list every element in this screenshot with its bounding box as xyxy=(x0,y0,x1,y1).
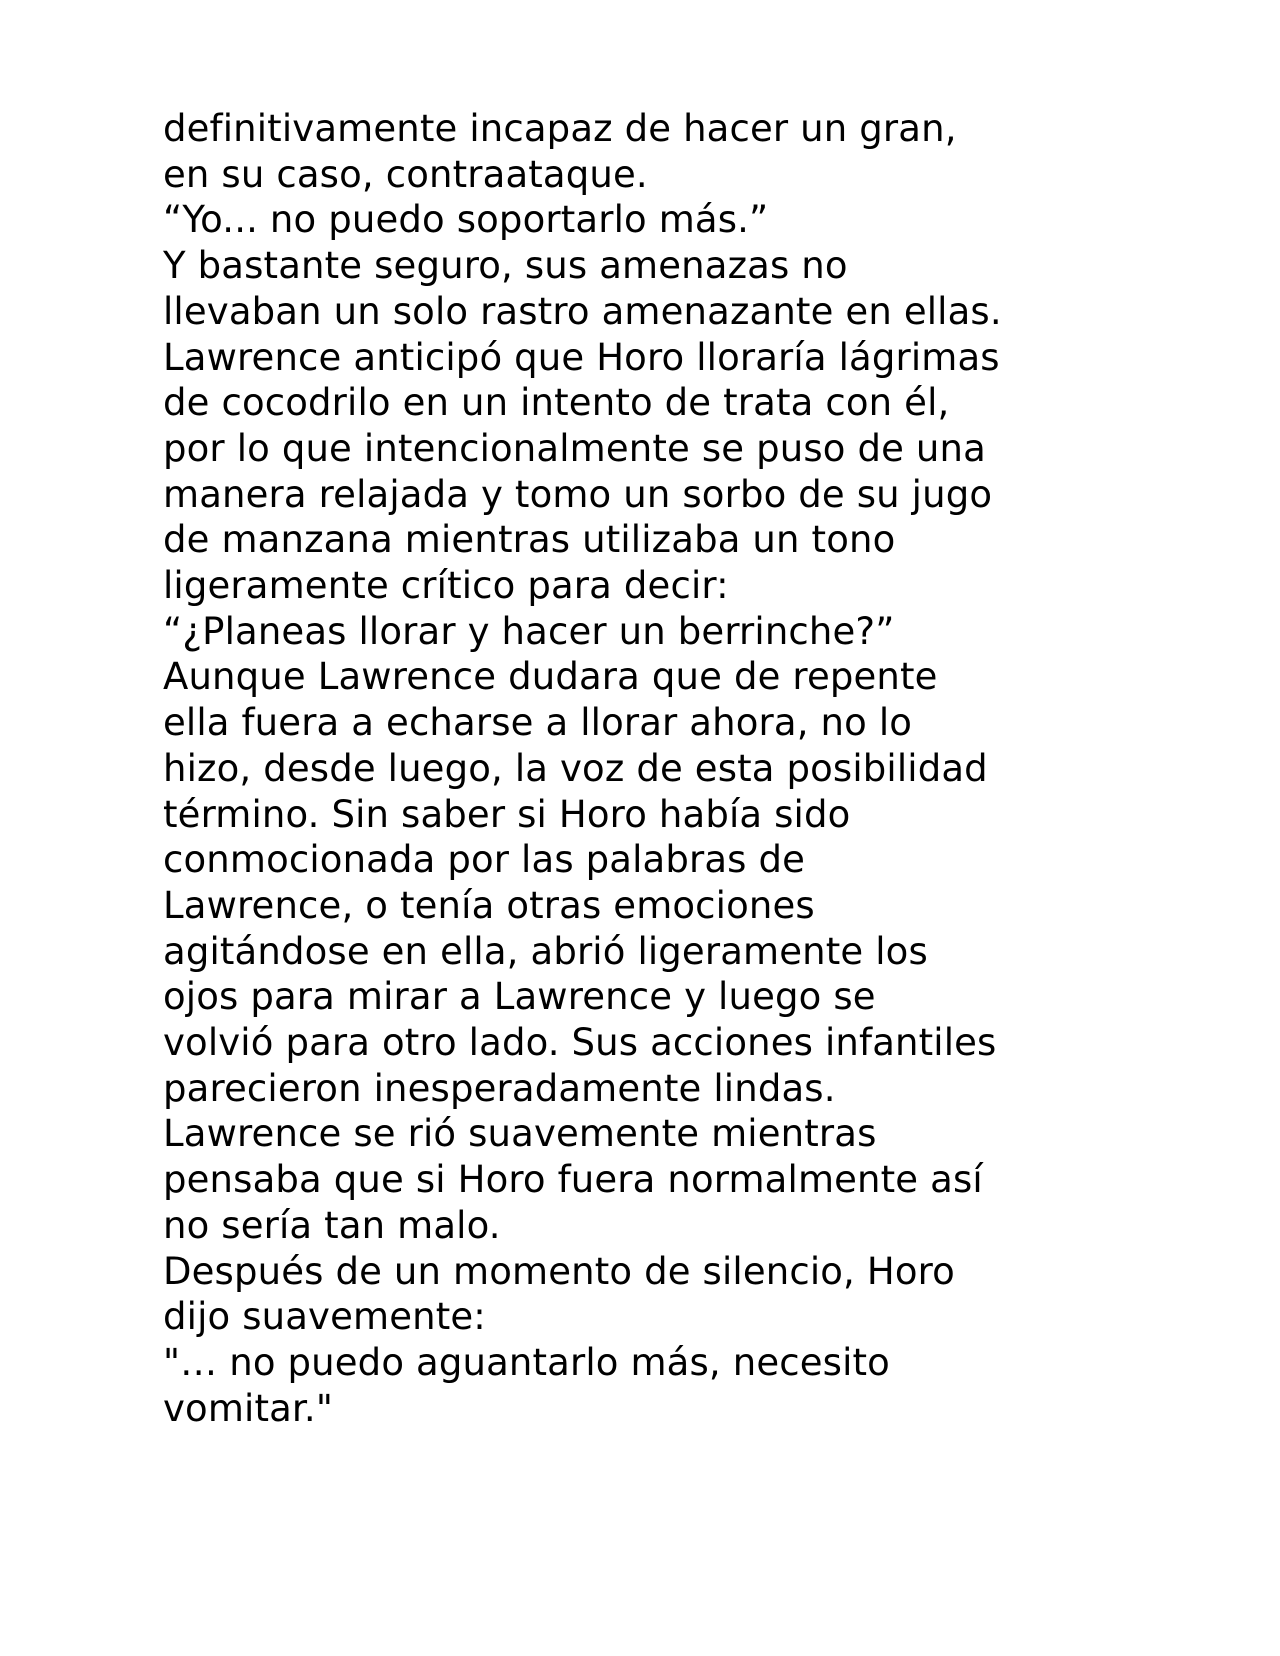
text-line: agitándose en ella, abrió ligeramente los xyxy=(163,929,928,973)
text-line: Lawrence, o tenía otras emociones xyxy=(163,883,815,927)
text-line: Lawrence anticipó que Horo lloraría lágrimas xyxy=(163,335,1000,379)
text-line: en su caso, contraataque. xyxy=(163,152,648,196)
text-line: término. Sin saber si Horo había sido xyxy=(163,792,851,836)
text-line: manera relajada y tomo un sorbo de su jugo xyxy=(163,472,993,516)
text-line: "… no puedo aguantarlo más, necesito xyxy=(163,1340,890,1384)
text-line: Lawrence se rió suavemente mientras xyxy=(163,1112,877,1156)
text-line: ella fuera a echarse a llorar ahora, no lo xyxy=(163,701,913,745)
text-line: Después de un momento de silencio, Horo xyxy=(163,1249,955,1293)
text-line: ligeramente crítico para decir: xyxy=(163,564,729,608)
text-line: ojos para mirar a Lawrence y luego se xyxy=(163,975,876,1019)
text-line: Y bastante seguro, sus amenazas no xyxy=(163,244,848,288)
text-line: parecieron inesperadamente lindas. xyxy=(163,1066,836,1110)
body-text xyxy=(163,106,1163,1431)
text-line: dijo suavemente: xyxy=(163,1295,486,1339)
text-line: de manzana mientras utilizaba un tono xyxy=(163,518,896,562)
text-line: volvió para otro lado. Sus acciones infantiles xyxy=(163,1021,997,1065)
text-line: no sería tan malo. xyxy=(163,1203,501,1247)
text-line: llevaban un solo rastro amenazante en ellas. xyxy=(163,289,1002,333)
text-line: por lo que intencionalmente se puso de una xyxy=(163,426,986,470)
text-line: hizo, desde luego, la voz de esta posibilidad xyxy=(163,746,988,790)
text-line: “¿Planeas llorar y hacer un berrinche?” xyxy=(163,609,895,653)
text-line: de cocodrilo en un intento de trata con él, xyxy=(163,381,950,425)
text-line: Aunque Lawrence dudara que de repente xyxy=(163,655,938,699)
text-line: definitivamente incapaz de hacer un gran, xyxy=(163,107,957,150)
text-line: “Yo... no puedo soportarlo más.” xyxy=(163,198,769,242)
text-line: pensaba que si Horo fuera normalmente así xyxy=(163,1158,983,1202)
text-line: conmocionada por las palabras de xyxy=(163,838,806,882)
text-line: vomitar." xyxy=(163,1386,333,1430)
